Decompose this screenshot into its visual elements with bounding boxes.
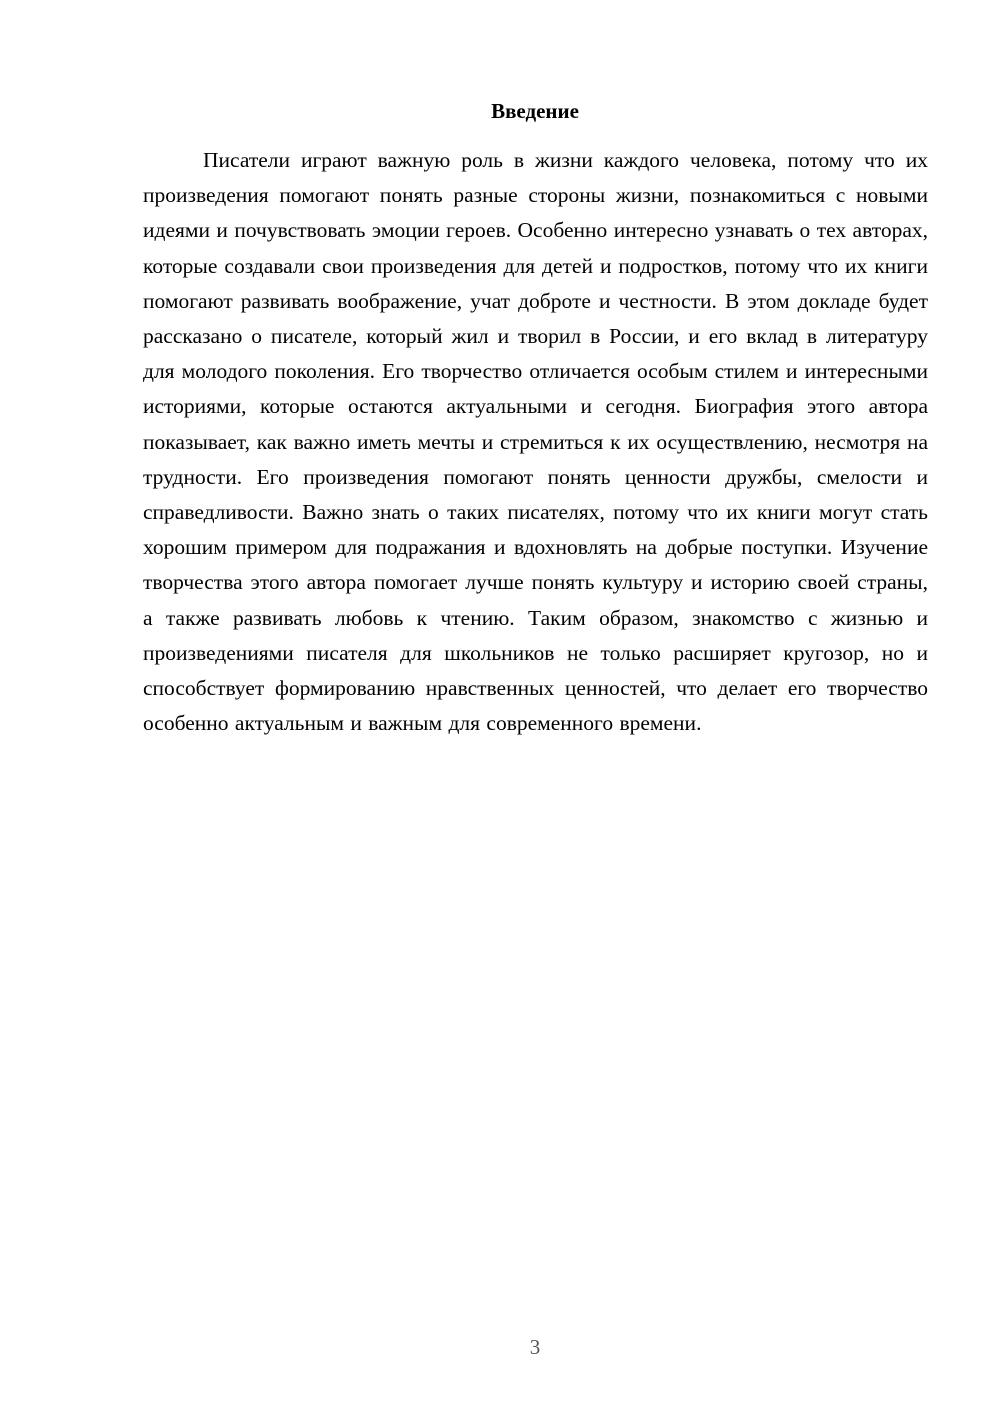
section-heading: Введение	[491, 99, 579, 123]
page-number: 3	[529, 1335, 541, 1359]
intro-paragraph: Писатели играют важную роль в жизни каждого человека, потому что их произведения помогают понять разные стороны жизни, познакомиться с новыми идеями и почувствовать эмоции героев. Особенно интересно узнавать о тех авторах, которые создавали свои произведения для детей и подростков, потому что их книги помогают развивать воображение, учат доброте и честности. В этом докладе будет рассказано о писателе, который жил и творил в России, и его вклад в литературу для молодого поколения. Его творчество отличается особым стилем и интересными историями, которые остаются актуальными и сегодня. Биография этого автора показывает, как важно иметь мечты и стремиться к их осуществлению, несмотря на трудности. Его произведения помогают понять ценности дружбы, смелости и справедливости. Важно знать о таких писателях, потому что их книги могут стать хорошим примером для подражания и вдохновлять на добрые поступки. Изучение творчества этого автора помогает лучше понять культуру и историю своей страны, а также развивать любовь к чтению. Таким образом, знакомство с жизнью и произведениями писателя для школьников не только расширяет кругозор, но и способствует формированию нравственных ценностей, что делает его творчество особенно актуальным и важным для современного времени.	[143, 148, 928, 736]
